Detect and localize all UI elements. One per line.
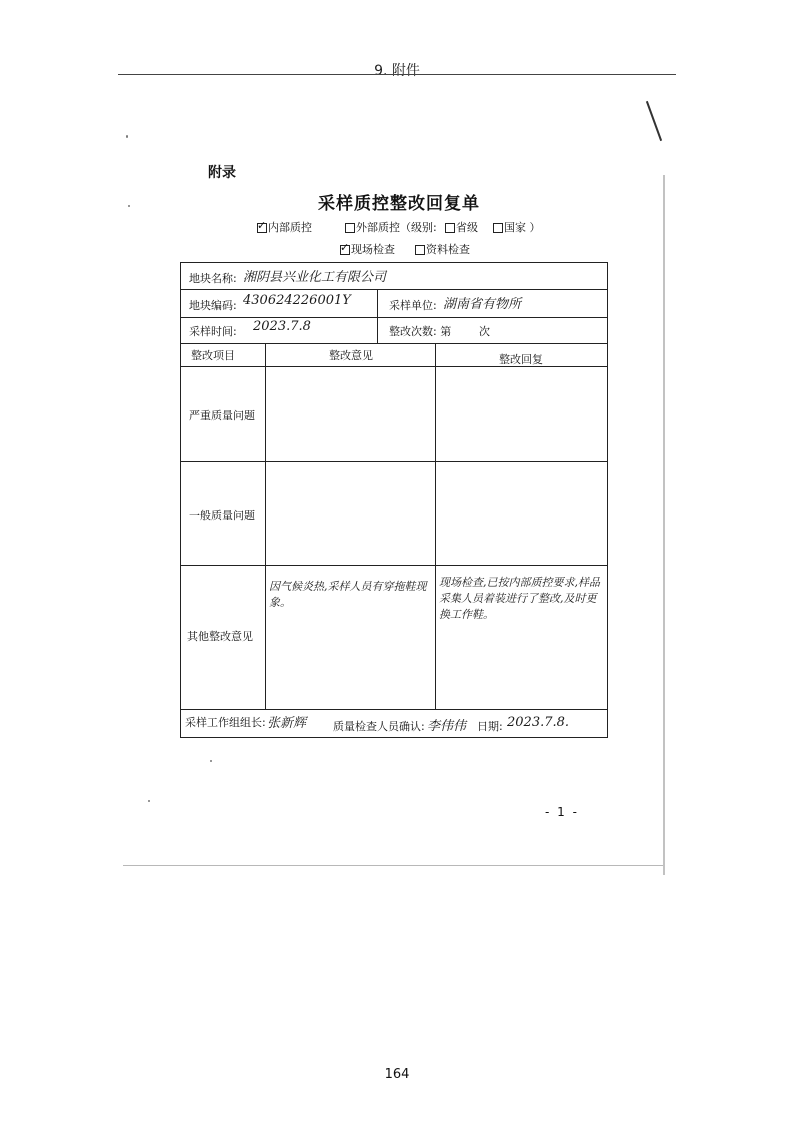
header-rule	[118, 74, 676, 75]
plot-name-value: 湘阴县兴业化工有限公司	[243, 270, 387, 285]
option-documents: 资料检查	[415, 241, 470, 257]
plot-code-value: 430624226001Y	[243, 293, 351, 308]
row-divider	[181, 289, 607, 290]
option-national: 国家 ）	[493, 219, 541, 235]
option-external: 外部质控（级别:	[345, 219, 437, 235]
scan-fleck	[210, 760, 212, 762]
form-title: 采样质控整改回复单	[318, 194, 480, 214]
option-province: 省级	[445, 219, 478, 235]
date-value: 2023.7.8.	[507, 715, 570, 730]
scan-fleck	[126, 135, 128, 138]
sampling-unit-value: 湖南省有物所	[443, 297, 522, 312]
row-divider	[181, 343, 607, 344]
row-divider	[181, 461, 607, 462]
col-header-reply: 整改回复	[499, 353, 543, 366]
rectify-count-label: 整改次数: 第	[389, 325, 452, 338]
scan-edge-bottom	[123, 865, 663, 866]
scan-fleck	[128, 205, 130, 207]
page-number: 164	[384, 1067, 410, 1082]
other-opinion-text: 因气候炎热,采样人员有穿拖鞋现象。	[269, 580, 427, 609]
inspector-signature: 李伟伟	[427, 719, 467, 734]
row-divider	[181, 709, 607, 710]
leader-label: 采样工作组组长:	[185, 716, 266, 729]
scan-fleck	[148, 800, 150, 802]
row-divider	[181, 366, 607, 367]
scan-page-number: - 1 -	[545, 805, 579, 819]
rectify-count-suffix: 次	[479, 325, 490, 338]
col-header-opinion: 整改意见	[329, 349, 373, 362]
checkbox-icon	[445, 223, 455, 233]
page-header-title: 9. 附件	[374, 63, 420, 79]
checkbox-checked-icon	[340, 245, 350, 255]
sampling-time-label: 采样时间:	[189, 325, 237, 338]
row-divider	[181, 565, 607, 566]
scan-edge-right	[663, 175, 665, 875]
other-reply-text: 现场检查,已按内部质控要求,样品采集人员着装进行了整改,及时更换工作鞋。	[439, 576, 600, 621]
scan-mark-slash	[646, 101, 662, 141]
checkbox-icon	[345, 223, 355, 233]
checkbox-checked-icon	[257, 223, 267, 233]
checkbox-icon	[493, 223, 503, 233]
plot-name-label: 地块名称:	[189, 272, 237, 285]
leader-signature: 张新辉	[267, 716, 307, 731]
sampling-unit-label: 采样单位:	[389, 299, 437, 312]
option-onsite: ✓现场检查	[340, 241, 395, 257]
row-divider	[181, 317, 607, 318]
rectification-form-table	[180, 262, 608, 738]
sampling-time-value: 2023.7.8	[253, 319, 311, 334]
checkbox-icon	[415, 245, 425, 255]
inspector-label: 质量检查人员确认:	[333, 720, 425, 733]
col-divider	[377, 289, 378, 343]
col-divider	[265, 343, 266, 709]
row-label-general: 一般质量问题	[189, 509, 255, 522]
option-internal: ✓内部质控	[257, 219, 312, 235]
col-divider	[435, 343, 436, 709]
row-label-other: 其他整改意见	[187, 630, 253, 643]
col-header-item: 整改项目	[191, 349, 235, 362]
appendix-label: 附录	[208, 165, 236, 181]
row-label-serious: 严重质量问题	[189, 409, 255, 422]
date-label: 日期:	[477, 720, 503, 733]
plot-code-label: 地块编码:	[189, 299, 237, 312]
